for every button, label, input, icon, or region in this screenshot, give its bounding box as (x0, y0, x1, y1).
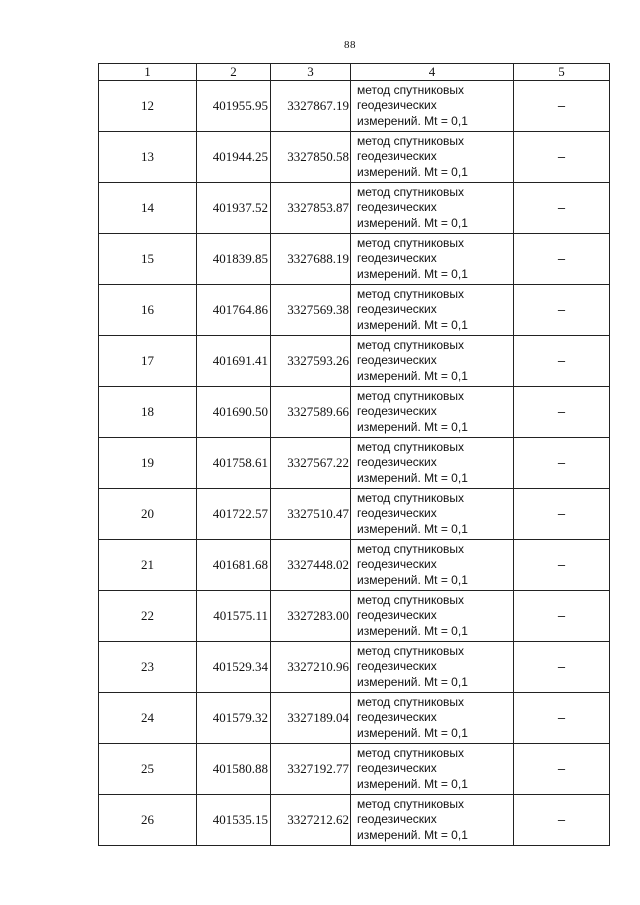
point-number-cell: 24 (99, 693, 197, 744)
x-coordinate-cell: 401839.85 (197, 234, 271, 285)
y-coordinate-cell: 3327210.96 (271, 642, 351, 693)
table-row (99, 642, 610, 693)
page-number: 88 (344, 39, 356, 51)
method-text-line: геодезических (357, 761, 437, 776)
note-dash: – (557, 812, 566, 827)
note-dash: – (557, 659, 566, 674)
y-coordinate-cell: 3327212.62 (271, 795, 351, 846)
note-dash: – (557, 353, 566, 368)
table-row (99, 183, 610, 234)
method-text-line: измерений. Mt = 0,1 (357, 623, 468, 638)
table-row (99, 489, 610, 540)
note-dash: – (557, 761, 566, 776)
method-text-line: измерений. Mt = 0,1 (357, 113, 468, 128)
point-number-cell: 21 (99, 540, 197, 591)
table-row (99, 234, 610, 285)
method-text-line: измерений. Mt = 0,1 (357, 521, 468, 536)
method-text-line: измерений. Mt = 0,1 (357, 572, 468, 587)
note-dash: – (557, 98, 566, 113)
table-row (99, 285, 610, 336)
method-text-line: измерений. Mt = 0,1 (357, 776, 468, 791)
table-row (99, 744, 610, 795)
method-text-line: геодезических (357, 200, 437, 215)
note-cell (514, 132, 610, 183)
note-dash: – (557, 200, 566, 215)
method-text-line: геодезических (357, 98, 437, 113)
method-text-line: метод спутниковых (357, 337, 465, 352)
x-coordinate-cell: 401529.34 (197, 642, 271, 693)
method-cell (351, 81, 514, 132)
method-cell (351, 693, 514, 744)
y-coordinate-cell: 3327567.22 (271, 438, 351, 489)
note-cell (514, 795, 610, 846)
note-cell (514, 540, 610, 591)
point-number-cell: 13 (99, 132, 197, 183)
method-cell (351, 540, 514, 591)
column-header: 5 (514, 64, 610, 81)
x-coordinate-cell: 401955.95 (197, 81, 271, 132)
method-text-line: геодезических (357, 251, 437, 266)
y-coordinate-cell: 3327867.19 (271, 81, 351, 132)
method-text-line: измерений. Mt = 0,1 (357, 164, 468, 179)
column-header: 2 (197, 64, 271, 81)
method-text-line: геодезических (357, 557, 437, 572)
y-coordinate-cell: 3327569.38 (271, 285, 351, 336)
method-text-line: метод спутниковых (357, 286, 465, 301)
method-text-line: метод спутниковых (357, 541, 465, 556)
method-cell (351, 642, 514, 693)
note-dash: – (557, 455, 566, 470)
point-number-cell: 15 (99, 234, 197, 285)
note-cell (514, 591, 610, 642)
table-row (99, 540, 610, 591)
x-coordinate-cell: 401690.50 (197, 387, 271, 438)
method-text-line: метод спутниковых (357, 133, 465, 148)
table-row (99, 132, 610, 183)
table-row (99, 336, 610, 387)
point-number-cell: 19 (99, 438, 197, 489)
note-cell (514, 438, 610, 489)
table-row (99, 81, 610, 132)
method-text-line: геодезических (357, 353, 437, 368)
method-cell (351, 132, 514, 183)
x-coordinate-cell: 401758.61 (197, 438, 271, 489)
y-coordinate-cell: 3327688.19 (271, 234, 351, 285)
table-row (99, 438, 610, 489)
point-number-cell: 12 (99, 81, 197, 132)
method-cell (351, 795, 514, 846)
note-dash: – (557, 710, 566, 725)
note-dash: – (557, 149, 566, 164)
x-coordinate-cell: 401722.57 (197, 489, 271, 540)
note-dash: – (557, 404, 566, 419)
method-text-line: метод спутниковых (357, 796, 465, 811)
x-coordinate-cell: 401535.15 (197, 795, 271, 846)
point-number-cell: 16 (99, 285, 197, 336)
note-cell (514, 693, 610, 744)
method-text-line: измерений. Mt = 0,1 (357, 368, 468, 383)
table-header-row (99, 64, 610, 81)
method-text-line: геодезических (357, 455, 437, 470)
method-text-line: измерений. Mt = 0,1 (357, 266, 468, 281)
method-text-line: метод спутниковых (357, 82, 465, 97)
method-text-line: метод спутниковых (357, 592, 465, 607)
table-row (99, 387, 610, 438)
method-text-line: метод спутниковых (357, 745, 465, 760)
x-coordinate-cell: 401764.86 (197, 285, 271, 336)
point-number-cell: 20 (99, 489, 197, 540)
point-number-cell: 22 (99, 591, 197, 642)
method-text-line: геодезических (357, 812, 437, 827)
note-cell (514, 234, 610, 285)
note-cell (514, 489, 610, 540)
x-coordinate-cell: 401681.68 (197, 540, 271, 591)
method-text-line: метод спутниковых (357, 643, 465, 658)
method-text-line: измерений. Mt = 0,1 (357, 317, 468, 332)
point-number-cell: 25 (99, 744, 197, 795)
method-cell (351, 438, 514, 489)
note-dash: – (557, 557, 566, 572)
y-coordinate-cell: 3327510.47 (271, 489, 351, 540)
note-cell (514, 81, 610, 132)
y-coordinate-cell: 3327853.87 (271, 183, 351, 234)
method-text-line: измерений. Mt = 0,1 (357, 827, 468, 842)
method-cell (351, 387, 514, 438)
note-cell (514, 387, 610, 438)
method-text-line: измерений. Mt = 0,1 (357, 725, 468, 740)
method-text-line: геодезических (357, 404, 437, 419)
method-text-line: геодезических (357, 710, 437, 725)
method-cell (351, 183, 514, 234)
y-coordinate-cell: 3327589.66 (271, 387, 351, 438)
method-cell (351, 489, 514, 540)
method-text-line: геодезических (357, 659, 437, 674)
y-coordinate-cell: 3327192.77 (271, 744, 351, 795)
method-text-line: измерений. Mt = 0,1 (357, 470, 468, 485)
table-row (99, 693, 610, 744)
y-coordinate-cell: 3327448.02 (271, 540, 351, 591)
table-body (99, 81, 610, 846)
method-text-line: геодезических (357, 608, 437, 623)
x-coordinate-cell: 401937.52 (197, 183, 271, 234)
method-cell (351, 285, 514, 336)
point-number-cell: 26 (99, 795, 197, 846)
note-dash: – (557, 506, 566, 521)
method-text-line: геодезических (357, 302, 437, 317)
x-coordinate-cell: 401579.32 (197, 693, 271, 744)
x-coordinate-cell: 401944.25 (197, 132, 271, 183)
note-cell (514, 744, 610, 795)
method-text-line: измерений. Mt = 0,1 (357, 419, 468, 434)
point-number-cell: 17 (99, 336, 197, 387)
method-text-line: метод спутниковых (357, 184, 465, 199)
column-header: 1 (99, 64, 197, 81)
method-cell (351, 591, 514, 642)
method-cell (351, 234, 514, 285)
method-text-line: метод спутниковых (357, 439, 465, 454)
note-cell (514, 336, 610, 387)
method-text-line: геодезических (357, 149, 437, 164)
method-text-line: геодезических (357, 506, 437, 521)
method-text-line: метод спутниковых (357, 490, 465, 505)
note-cell (514, 285, 610, 336)
point-number-cell: 18 (99, 387, 197, 438)
column-header: 4 (351, 64, 514, 81)
note-cell (514, 183, 610, 234)
point-number-cell: 23 (99, 642, 197, 693)
x-coordinate-cell: 401580.88 (197, 744, 271, 795)
note-cell (514, 642, 610, 693)
method-text-line: измерений. Mt = 0,1 (357, 215, 468, 230)
y-coordinate-cell: 3327850.58 (271, 132, 351, 183)
x-coordinate-cell: 401691.41 (197, 336, 271, 387)
y-coordinate-cell: 3327593.26 (271, 336, 351, 387)
y-coordinate-cell: 3327189.04 (271, 693, 351, 744)
y-coordinate-cell: 3327283.00 (271, 591, 351, 642)
column-header: 3 (271, 64, 351, 81)
table-row (99, 591, 610, 642)
method-cell (351, 744, 514, 795)
method-cell (351, 336, 514, 387)
note-dash: – (557, 251, 566, 266)
point-number-cell: 14 (99, 183, 197, 234)
method-text-line: измерений. Mt = 0,1 (357, 674, 468, 689)
coordinates-table (98, 63, 610, 846)
x-coordinate-cell: 401575.11 (197, 591, 271, 642)
method-text-line: метод спутниковых (357, 388, 465, 403)
note-dash: – (557, 302, 566, 317)
method-text-line: метод спутниковых (357, 235, 465, 250)
note-dash: – (557, 608, 566, 623)
table-row (99, 795, 610, 846)
method-text-line: метод спутниковых (357, 694, 465, 709)
